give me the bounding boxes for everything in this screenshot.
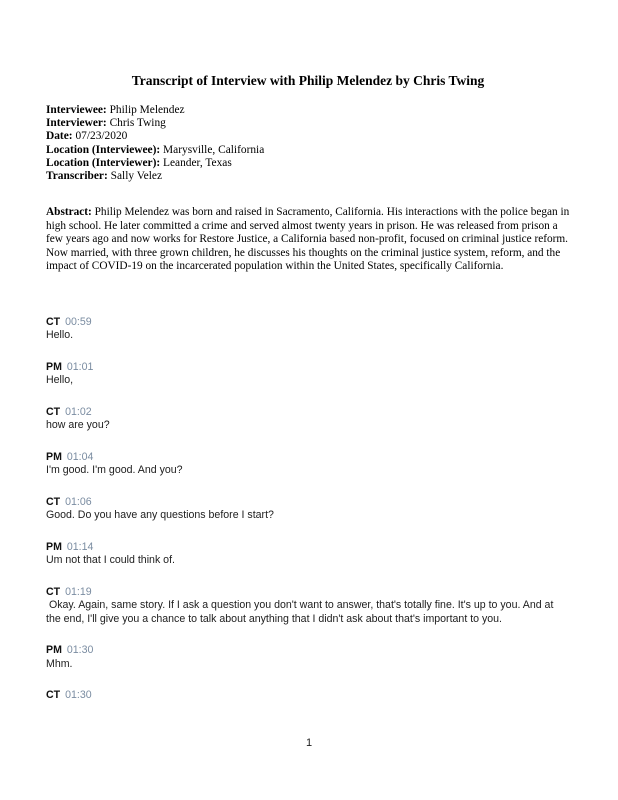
transcript-entry	[46, 316, 570, 343]
metadata-row-interviewee	[46, 104, 570, 117]
speaker-initials: CT	[46, 585, 61, 598]
speaker-initials: CT	[46, 315, 61, 328]
transcript-section	[46, 316, 570, 703]
entry-text: Um not that I could think of.	[46, 554, 175, 567]
entry-text: Hello.	[46, 329, 74, 342]
transcript-entry	[46, 451, 570, 478]
speaker-line	[46, 586, 570, 600]
timestamp: 01:14	[66, 540, 94, 553]
entry-text: Good. Do you have any questions before I start?	[46, 509, 274, 522]
entry-text: Hello,	[46, 374, 74, 387]
metadata-row-location-interviewee	[46, 144, 570, 157]
timestamp: 01:02	[65, 405, 92, 418]
metadata-label: Location (Interviewer):	[46, 156, 161, 169]
speaker-line	[46, 406, 570, 420]
speaker-line	[46, 451, 570, 465]
speaker-initials: CT	[46, 689, 61, 702]
transcript-entry	[46, 541, 570, 568]
metadata-label: Location (Interviewee):	[46, 143, 161, 156]
metadata-label: Interviewer:	[46, 117, 107, 130]
metadata-row-date	[46, 130, 570, 143]
metadata-value: Philip Melendez	[109, 104, 185, 116]
speaker-initials: PM	[46, 540, 62, 553]
transcript-entry	[46, 644, 570, 671]
timestamp: 01:01	[66, 360, 94, 373]
speaker-initials: PM	[46, 450, 62, 463]
timestamp: 01:06	[65, 495, 92, 508]
speaker-line	[46, 496, 570, 510]
metadata-value: Marysville, California	[163, 143, 265, 156]
entry-text: Mhm.	[46, 657, 73, 670]
entry-text: Okay. Again, same story. If I ask a question you don't want to answer, that's totally fine. It's up to you. And at the end, I'll give you a chance to talk about anything that I didn't ask about that's important to you.	[46, 599, 557, 625]
timestamp: 00:59	[65, 315, 92, 328]
page-number: 1	[305, 737, 313, 749]
entry-text: how are you?	[46, 419, 110, 432]
metadata-value: 07/23/2020	[75, 130, 128, 143]
timestamp: 01:19	[65, 585, 92, 598]
transcript-entry	[46, 361, 570, 388]
abstract-label: Abstract:	[46, 206, 92, 219]
speaker-line	[46, 361, 570, 375]
transcript-entry	[46, 586, 570, 627]
speaker-initials: PM	[46, 360, 62, 373]
metadata-label: Interviewee:	[46, 104, 107, 116]
timestamp: 01:30	[66, 644, 94, 657]
metadata-row-interviewer	[46, 117, 570, 130]
speaker-initials: CT	[46, 495, 61, 508]
timestamp: 01:04	[66, 450, 94, 463]
metadata-label: Date:	[46, 130, 73, 143]
speaker-line	[46, 689, 570, 703]
entry-text: I'm good. I'm good. And you?	[46, 464, 183, 477]
metadata-value: Sally Velez	[110, 170, 163, 183]
speaker-line	[46, 316, 570, 330]
speaker-initials: CT	[46, 405, 61, 418]
abstract-paragraph	[46, 206, 570, 274]
metadata-value: Leander, Texas	[163, 156, 232, 169]
abstract-text: Philip Melendez was born and raised in Sacramento, California. His interactions with the police began in high school. He later committed a crime and served almost twenty years in prison. He was released from prison a few years ago and now works for Restore Justice, a California based non-profit, focused on criminal justice reform. Now married, with three grown children, he discusses his thoughts on the criminal justice system, reform, and the impact of COVID-19 on the incarcerated population within the United States, specifically California.	[46, 206, 570, 273]
page-title: Transcript of Interview with Philip Melendez by Chris Twing	[131, 73, 485, 88]
speaker-line	[46, 541, 570, 555]
speaker-line	[46, 644, 570, 658]
metadata-row-transcriber	[46, 170, 570, 183]
timestamp: 01:30	[65, 689, 92, 702]
metadata-block	[46, 104, 570, 183]
metadata-value: Chris Twing	[109, 117, 166, 130]
transcript-entry	[46, 689, 570, 703]
metadata-label: Transcriber:	[46, 170, 108, 183]
metadata-row-location-interviewer	[46, 157, 570, 170]
transcript-entry	[46, 406, 570, 433]
speaker-initials: PM	[46, 644, 62, 657]
transcript-entry	[46, 496, 570, 523]
